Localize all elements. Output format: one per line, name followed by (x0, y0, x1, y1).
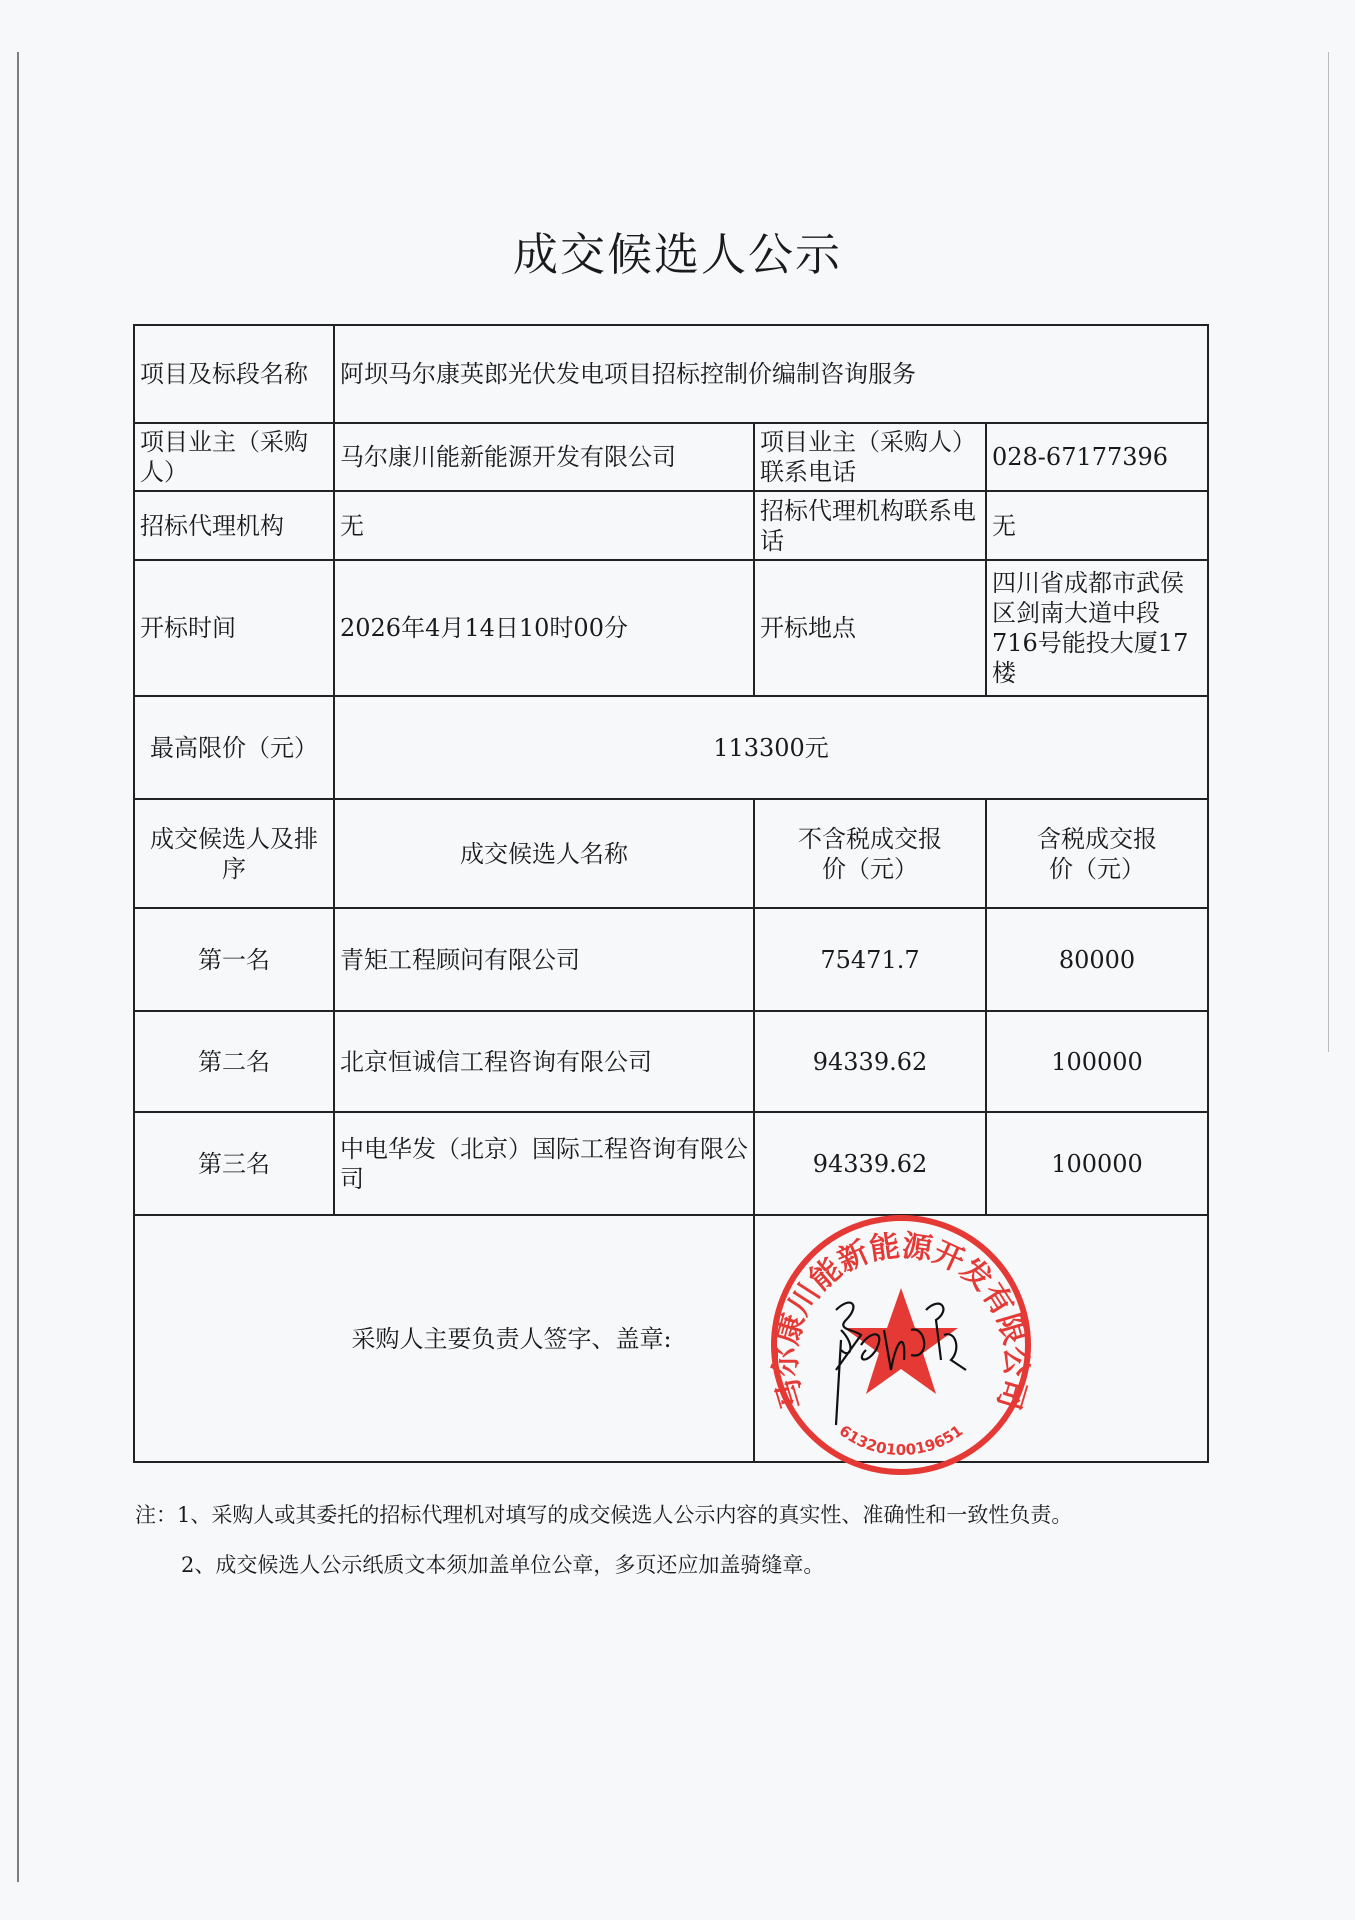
owner-phone-label: 项目业主（采购人）联系电话 (754, 423, 986, 491)
candidates-header-row (134, 799, 1208, 908)
agency-phone-value: 无 (986, 491, 1208, 560)
candidate-price-inc-tax: 100000 (986, 1011, 1208, 1112)
candidate-row (134, 908, 1208, 1011)
owner-label: 项目业主（采购人） (134, 423, 334, 491)
owner-phone-value: 028-67177396 (986, 423, 1208, 491)
max-price-value: 113300元 (334, 696, 1208, 799)
header-price-inc-tax: 含税成交报价（元） (986, 799, 1208, 908)
table-row (134, 423, 1208, 491)
candidate-price-ex-tax: 94339.62 (754, 1112, 986, 1215)
open-place-value: 四川省成都市武侯区剑南大道中段716号能投大厦17楼 (986, 560, 1208, 696)
max-price-label: 最高限价（元） (134, 696, 334, 799)
table-row (134, 491, 1208, 560)
agency-label: 招标代理机构 (134, 491, 334, 560)
candidate-row (134, 1011, 1208, 1112)
project-name-label: 项目及标段名称 (134, 325, 334, 423)
notes (135, 1500, 1072, 1580)
page-title: 成交候选人公示 (512, 228, 842, 281)
company-seal (766, 1210, 1036, 1480)
candidate-name: 青矩工程顾问有限公司 (334, 908, 754, 1011)
seal-code: 6132010019651 (835, 1421, 967, 1459)
scan-edge-line-right (1328, 52, 1329, 1052)
agency-value: 无 (334, 491, 754, 560)
table-row (134, 325, 1208, 423)
candidate-name: 中电华发（北京）国际工程咨询有限公司 (334, 1112, 754, 1215)
candidate-rank: 第一名 (134, 908, 334, 1011)
note-2: 2、成交候选人公示纸质文本须加盖单位公章，多页还应加盖骑缝章。 (181, 1553, 825, 1577)
header-rank: 成交候选人及排序 (134, 799, 334, 908)
scan-edge-line (17, 52, 19, 1882)
candidate-rank: 第三名 (134, 1112, 334, 1215)
seal-text: 马尔康川能新能源开发有限公司 (768, 1228, 1034, 1414)
candidate-price-ex-tax: 94339.62 (754, 1011, 986, 1112)
candidate-rank: 第二名 (134, 1011, 334, 1112)
open-place-label: 开标地点 (754, 560, 986, 696)
signature-label: 采购人主要负责人签字、盖章: (134, 1215, 754, 1462)
announcement-table (133, 324, 1209, 1463)
note-1: 注：1、采购人或其委托的招标代理机对填写的成交候选人公示内容的真实性、准确性和一致性负责。 (135, 1503, 1073, 1527)
table-row (134, 560, 1208, 696)
candidate-name: 北京恒诚信工程咨询有限公司 (334, 1011, 754, 1112)
open-time-label: 开标时间 (134, 560, 334, 696)
candidate-row (134, 1112, 1208, 1215)
table-row (134, 696, 1208, 799)
candidate-price-inc-tax: 80000 (986, 908, 1208, 1011)
owner-value: 马尔康川能新能源开发有限公司 (334, 423, 754, 491)
candidate-price-inc-tax: 100000 (986, 1112, 1208, 1215)
agency-phone-label: 招标代理机构联系电话 (754, 491, 986, 560)
open-time-value: 2026年4月14日10时00分 (334, 560, 754, 696)
candidate-price-ex-tax: 75471.7 (754, 908, 986, 1011)
header-price-ex-tax: 不含税成交报价（元） (754, 799, 986, 908)
header-name: 成交候选人名称 (334, 799, 754, 908)
project-name-value: 阿坝马尔康英郎光伏发电项目招标控制价编制咨询服务 (334, 325, 1208, 423)
signature-row (134, 1215, 1208, 1462)
